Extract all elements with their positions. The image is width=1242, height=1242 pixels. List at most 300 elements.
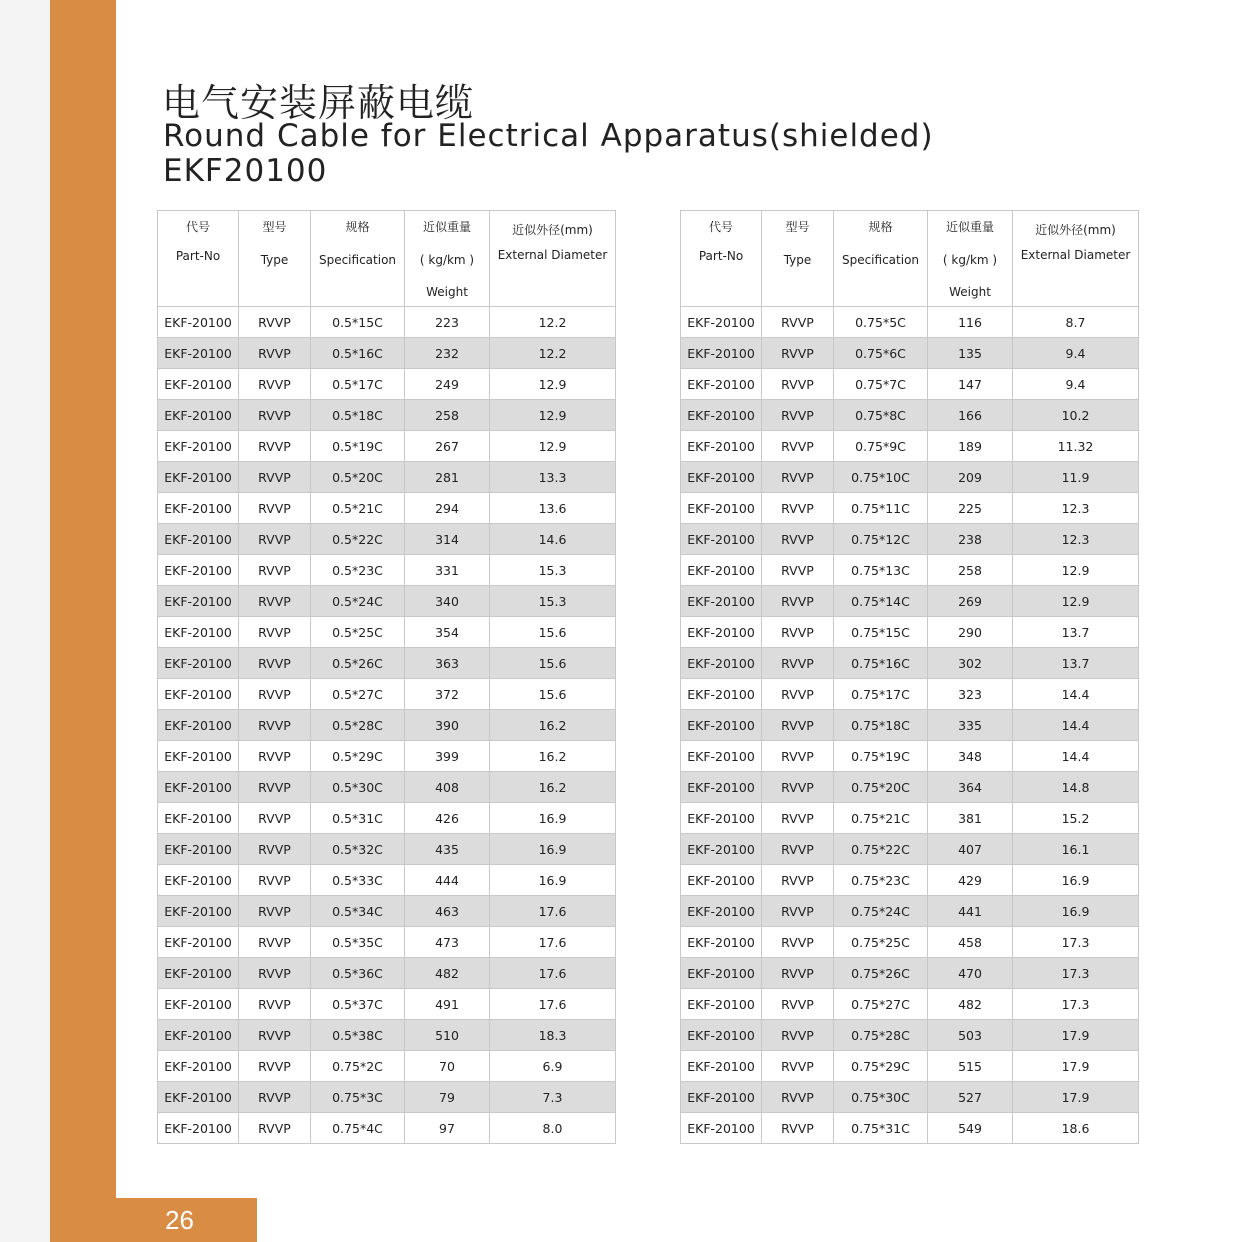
table-row (158, 1082, 616, 1113)
cell-type: RVVP (239, 648, 311, 679)
cell-specification: 0.75*26C (834, 958, 928, 989)
cell-specification: 0.5*23C (311, 555, 405, 586)
cell-weight: 258 (405, 400, 490, 431)
cell-diameter: 13.7 (1013, 617, 1139, 648)
cell-part-no: EKF-20100 (158, 865, 239, 896)
cell-weight: 269 (928, 586, 1013, 617)
cell-specification: 0.75*25C (834, 927, 928, 958)
cell-type: RVVP (762, 989, 834, 1020)
cell-weight: 223 (405, 307, 490, 338)
table-row (681, 834, 1139, 865)
table-row (681, 1082, 1139, 1113)
cell-part-no: EKF-20100 (681, 834, 762, 865)
cell-type: RVVP (239, 1020, 311, 1051)
cell-type: RVVP (762, 927, 834, 958)
cell-diameter: 9.4 (1013, 369, 1139, 400)
header-diameter: 近似外径(mm) External Diameter (1013, 211, 1139, 307)
cell-specification: 0.75*16C (834, 648, 928, 679)
cell-specification: 0.5*25C (311, 617, 405, 648)
cell-weight: 70 (405, 1051, 490, 1082)
header-specification: 规格 Specification (834, 211, 928, 307)
cell-diameter: 9.4 (1013, 338, 1139, 369)
cell-diameter: 12.9 (490, 400, 616, 431)
cell-diameter: 17.9 (1013, 1051, 1139, 1082)
page-number: 26 (50, 1198, 257, 1242)
cell-specification: 0.75*23C (834, 865, 928, 896)
table-row (681, 617, 1139, 648)
cell-weight: 491 (405, 989, 490, 1020)
cell-specification: 0.75*9C (834, 431, 928, 462)
cell-specification: 0.5*32C (311, 834, 405, 865)
cell-weight: 444 (405, 865, 490, 896)
cell-specification: 0.75*28C (834, 1020, 928, 1051)
cell-part-no: EKF-20100 (158, 369, 239, 400)
cell-part-no: EKF-20100 (158, 338, 239, 369)
cell-diameter: 17.6 (490, 927, 616, 958)
cell-type: RVVP (762, 834, 834, 865)
cell-specification: 0.75*22C (834, 834, 928, 865)
cell-type: RVVP (239, 400, 311, 431)
cell-part-no: EKF-20100 (158, 1020, 239, 1051)
cell-weight: 473 (405, 927, 490, 958)
cell-weight: 281 (405, 462, 490, 493)
cell-diameter: 14.4 (1013, 741, 1139, 772)
cell-weight: 166 (928, 400, 1013, 431)
cell-specification: 0.5*35C (311, 927, 405, 958)
cell-specification: 0.5*36C (311, 958, 405, 989)
cell-specification: 0.5*18C (311, 400, 405, 431)
cell-diameter: 11.9 (1013, 462, 1139, 493)
cell-part-no: EKF-20100 (681, 431, 762, 462)
title-chinese: 电气安装屏蔽电缆 (162, 81, 475, 125)
table-body-right (681, 307, 1139, 1144)
table-row (681, 958, 1139, 989)
cell-diameter: 16.9 (1013, 865, 1139, 896)
cell-specification: 0.5*37C (311, 989, 405, 1020)
cell-diameter: 15.6 (490, 617, 616, 648)
cell-diameter: 14.6 (490, 524, 616, 555)
cell-part-no: EKF-20100 (681, 1051, 762, 1082)
cell-weight: 232 (405, 338, 490, 369)
table-row (681, 431, 1139, 462)
table-row (681, 555, 1139, 586)
cell-type: RVVP (762, 710, 834, 741)
table-row (681, 524, 1139, 555)
cell-specification: 0.75*19C (834, 741, 928, 772)
cell-part-no: EKF-20100 (158, 648, 239, 679)
cell-type: RVVP (239, 524, 311, 555)
cell-type: RVVP (762, 741, 834, 772)
cell-part-no: EKF-20100 (158, 617, 239, 648)
cell-diameter: 13.3 (490, 462, 616, 493)
table-row (681, 648, 1139, 679)
cell-diameter: 16.2 (490, 741, 616, 772)
cell-specification: 0.5*33C (311, 865, 405, 896)
cell-specification: 0.75*29C (834, 1051, 928, 1082)
table-row (158, 462, 616, 493)
cell-part-no: EKF-20100 (158, 1051, 239, 1082)
cell-weight: 482 (928, 989, 1013, 1020)
cell-part-no: EKF-20100 (158, 710, 239, 741)
cell-part-no: EKF-20100 (681, 927, 762, 958)
cell-weight: 258 (928, 555, 1013, 586)
table-row (158, 493, 616, 524)
cell-specification: 0.75*18C (834, 710, 928, 741)
cell-part-no: EKF-20100 (681, 369, 762, 400)
cell-type: RVVP (762, 648, 834, 679)
table-row (158, 679, 616, 710)
cell-diameter: 18.6 (1013, 1113, 1139, 1144)
cell-part-no: EKF-20100 (158, 400, 239, 431)
table-row (681, 493, 1139, 524)
cell-weight: 390 (405, 710, 490, 741)
cell-weight: 549 (928, 1113, 1013, 1144)
table-row (681, 1020, 1139, 1051)
cell-diameter: 12.3 (1013, 493, 1139, 524)
cell-type: RVVP (762, 896, 834, 927)
cell-weight: 429 (928, 865, 1013, 896)
cell-diameter: 12.9 (490, 369, 616, 400)
header-specification: 规格 Specification (311, 211, 405, 307)
cell-part-no: EKF-20100 (681, 648, 762, 679)
cell-type: RVVP (762, 803, 834, 834)
table-row (681, 462, 1139, 493)
cell-weight: 482 (405, 958, 490, 989)
cell-diameter: 10.2 (1013, 400, 1139, 431)
cell-diameter: 15.6 (490, 679, 616, 710)
table-row (158, 896, 616, 927)
cell-weight: 302 (928, 648, 1013, 679)
cell-weight: 426 (405, 803, 490, 834)
table-row (681, 927, 1139, 958)
cell-specification: 0.5*17C (311, 369, 405, 400)
cell-specification: 0.5*19C (311, 431, 405, 462)
cell-specification: 0.75*30C (834, 1082, 928, 1113)
cell-part-no: EKF-20100 (158, 679, 239, 710)
cell-diameter: 16.9 (490, 803, 616, 834)
table-row (681, 741, 1139, 772)
cell-type: RVVP (239, 741, 311, 772)
cell-part-no: EKF-20100 (158, 1082, 239, 1113)
cell-diameter: 12.2 (490, 307, 616, 338)
cell-part-no: EKF-20100 (681, 1082, 762, 1113)
cell-diameter: 16.9 (490, 865, 616, 896)
table-row (158, 1051, 616, 1082)
cell-weight: 441 (928, 896, 1013, 927)
cell-type: RVVP (762, 1020, 834, 1051)
table-row (158, 927, 616, 958)
cell-type: RVVP (239, 772, 311, 803)
cell-weight: 249 (405, 369, 490, 400)
cell-type: RVVP (762, 493, 834, 524)
table-row (158, 803, 616, 834)
table-row (158, 338, 616, 369)
table-row (681, 710, 1139, 741)
table-header-row (681, 211, 1139, 307)
cell-type: RVVP (239, 617, 311, 648)
cell-specification: 0.75*20C (834, 772, 928, 803)
cell-type: RVVP (239, 369, 311, 400)
cell-diameter: 7.3 (490, 1082, 616, 1113)
cell-part-no: EKF-20100 (681, 1020, 762, 1051)
cell-diameter: 6.9 (490, 1051, 616, 1082)
cell-weight: 527 (928, 1082, 1013, 1113)
cell-specification: 0.5*26C (311, 648, 405, 679)
header-type: 型号 Type (762, 211, 834, 307)
cell-weight: 364 (928, 772, 1013, 803)
cell-weight: 225 (928, 493, 1013, 524)
cell-type: RVVP (762, 1051, 834, 1082)
cell-weight: 435 (405, 834, 490, 865)
cell-type: RVVP (239, 1051, 311, 1082)
cell-specification: 0.75*11C (834, 493, 928, 524)
cell-part-no: EKF-20100 (158, 307, 239, 338)
cell-part-no: EKF-20100 (681, 1113, 762, 1144)
cell-part-no: EKF-20100 (681, 586, 762, 617)
cell-diameter: 13.7 (1013, 648, 1139, 679)
cell-type: RVVP (762, 369, 834, 400)
cell-specification: 0.75*14C (834, 586, 928, 617)
table-row (158, 307, 616, 338)
cell-specification: 0.5*24C (311, 586, 405, 617)
cell-part-no: EKF-20100 (681, 679, 762, 710)
table-row (681, 307, 1139, 338)
cell-part-no: EKF-20100 (158, 958, 239, 989)
cell-part-no: EKF-20100 (681, 989, 762, 1020)
table-row (681, 400, 1139, 431)
header-weight: 近似重量 ( kg/km ) Weight (928, 211, 1013, 307)
table-row (158, 1020, 616, 1051)
cell-part-no: EKF-20100 (681, 865, 762, 896)
cell-diameter: 16.9 (1013, 896, 1139, 927)
cell-part-no: EKF-20100 (681, 896, 762, 927)
cell-diameter: 16.2 (490, 710, 616, 741)
cell-specification: 0.75*31C (834, 1113, 928, 1144)
cell-type: RVVP (239, 1082, 311, 1113)
cell-specification: 0.5*28C (311, 710, 405, 741)
cell-specification: 0.75*21C (834, 803, 928, 834)
table-row (681, 803, 1139, 834)
cell-type: RVVP (239, 865, 311, 896)
cell-part-no: EKF-20100 (681, 772, 762, 803)
cell-weight: 314 (405, 524, 490, 555)
cell-weight: 323 (928, 679, 1013, 710)
cell-type: RVVP (239, 896, 311, 927)
cell-part-no: EKF-20100 (158, 834, 239, 865)
table-row (681, 865, 1139, 896)
cell-diameter: 15.3 (490, 555, 616, 586)
table-row (158, 834, 616, 865)
cell-type: RVVP (239, 1113, 311, 1144)
cell-specification: 0.75*13C (834, 555, 928, 586)
cell-part-no: EKF-20100 (681, 462, 762, 493)
cell-diameter: 12.9 (490, 431, 616, 462)
table-row (158, 772, 616, 803)
table-row (681, 989, 1139, 1020)
cell-specification: 0.5*15C (311, 307, 405, 338)
cell-specification: 0.75*27C (834, 989, 928, 1020)
table-row (158, 400, 616, 431)
cell-specification: 0.5*30C (311, 772, 405, 803)
cell-weight: 209 (928, 462, 1013, 493)
cell-part-no: EKF-20100 (681, 741, 762, 772)
header-type: 型号 Type (239, 211, 311, 307)
cell-type: RVVP (239, 834, 311, 865)
cell-type: RVVP (762, 524, 834, 555)
cell-weight: 407 (928, 834, 1013, 865)
cell-type: RVVP (762, 772, 834, 803)
cell-specification: 0.5*22C (311, 524, 405, 555)
cell-type: RVVP (762, 586, 834, 617)
table-row (681, 338, 1139, 369)
cell-specification: 0.5*27C (311, 679, 405, 710)
cell-diameter: 13.6 (490, 493, 616, 524)
cell-specification: 0.5*16C (311, 338, 405, 369)
cell-diameter: 14.4 (1013, 679, 1139, 710)
cell-specification: 0.5*21C (311, 493, 405, 524)
cell-diameter: 15.3 (490, 586, 616, 617)
cell-type: RVVP (239, 338, 311, 369)
cell-diameter: 8.7 (1013, 307, 1139, 338)
title-english: Round Cable for Electrical Apparatus(shielded) (163, 118, 934, 154)
cell-type: RVVP (239, 586, 311, 617)
cell-type: RVVP (762, 462, 834, 493)
cell-diameter: 17.6 (490, 989, 616, 1020)
cell-part-no: EKF-20100 (681, 338, 762, 369)
table-row (681, 1113, 1139, 1144)
spec-table-right (680, 210, 1139, 1144)
cell-type: RVVP (239, 958, 311, 989)
cell-specification: 0.75*24C (834, 896, 928, 927)
cell-part-no: EKF-20100 (681, 400, 762, 431)
cell-specification: 0.75*7C (834, 369, 928, 400)
table-row (681, 896, 1139, 927)
cell-part-no: EKF-20100 (158, 493, 239, 524)
cell-diameter: 12.9 (1013, 586, 1139, 617)
cell-specification: 0.5*20C (311, 462, 405, 493)
cell-type: RVVP (239, 493, 311, 524)
model-code: EKF20100 (163, 153, 328, 189)
cell-specification: 0.5*31C (311, 803, 405, 834)
cell-part-no: EKF-20100 (158, 896, 239, 927)
cell-specification: 0.75*3C (311, 1082, 405, 1113)
cell-type: RVVP (239, 679, 311, 710)
table-header-row (158, 211, 616, 307)
cell-part-no: EKF-20100 (158, 803, 239, 834)
cell-weight: 354 (405, 617, 490, 648)
cell-part-no: EKF-20100 (681, 493, 762, 524)
table-row (158, 648, 616, 679)
cell-weight: 463 (405, 896, 490, 927)
cell-diameter: 15.2 (1013, 803, 1139, 834)
table-row (158, 555, 616, 586)
cell-type: RVVP (762, 400, 834, 431)
cell-weight: 340 (405, 586, 490, 617)
cell-part-no: EKF-20100 (158, 927, 239, 958)
cell-part-no: EKF-20100 (158, 772, 239, 803)
cell-weight: 363 (405, 648, 490, 679)
cell-part-no: EKF-20100 (681, 524, 762, 555)
cell-type: RVVP (239, 989, 311, 1020)
table-row (158, 710, 616, 741)
cell-weight: 335 (928, 710, 1013, 741)
cell-specification: 0.75*17C (834, 679, 928, 710)
cell-type: RVVP (762, 338, 834, 369)
cell-type: RVVP (762, 307, 834, 338)
cell-type: RVVP (762, 617, 834, 648)
cell-diameter: 18.3 (490, 1020, 616, 1051)
table-row (158, 865, 616, 896)
cell-weight: 290 (928, 617, 1013, 648)
cell-part-no: EKF-20100 (158, 989, 239, 1020)
cell-specification: 0.5*34C (311, 896, 405, 927)
table-row (158, 741, 616, 772)
cell-weight: 503 (928, 1020, 1013, 1051)
cell-specification: 0.75*8C (834, 400, 928, 431)
cell-specification: 0.5*38C (311, 1020, 405, 1051)
cell-weight: 372 (405, 679, 490, 710)
table-row (158, 369, 616, 400)
accent-sidebar (50, 0, 116, 1200)
table-row (158, 1113, 616, 1144)
table-row (158, 958, 616, 989)
cell-part-no: EKF-20100 (158, 741, 239, 772)
cell-specification: 0.5*29C (311, 741, 405, 772)
table-row (681, 369, 1139, 400)
cell-weight: 79 (405, 1082, 490, 1113)
cell-weight: 381 (928, 803, 1013, 834)
cell-part-no: EKF-20100 (158, 462, 239, 493)
cell-type: RVVP (239, 462, 311, 493)
header-part-no: 代号 Part-No (681, 211, 762, 307)
cell-weight: 189 (928, 431, 1013, 462)
cell-part-no: EKF-20100 (158, 586, 239, 617)
cell-diameter: 17.9 (1013, 1082, 1139, 1113)
cell-weight: 348 (928, 741, 1013, 772)
cell-type: RVVP (239, 555, 311, 586)
cell-part-no: EKF-20100 (158, 555, 239, 586)
header-weight: 近似重量 ( kg/km ) Weight (405, 211, 490, 307)
cell-diameter: 14.8 (1013, 772, 1139, 803)
header-diameter: 近似外径(mm) External Diameter (490, 211, 616, 307)
cell-diameter: 12.3 (1013, 524, 1139, 555)
cell-part-no: EKF-20100 (681, 710, 762, 741)
cell-weight: 510 (405, 1020, 490, 1051)
cell-weight: 135 (928, 338, 1013, 369)
cell-weight: 267 (405, 431, 490, 462)
cell-type: RVVP (762, 679, 834, 710)
cell-specification: 0.75*5C (834, 307, 928, 338)
table-row (158, 431, 616, 462)
table-row (158, 617, 616, 648)
cell-specification: 0.75*6C (834, 338, 928, 369)
cell-type: RVVP (239, 431, 311, 462)
spec-table-left (157, 210, 616, 1144)
cell-type: RVVP (762, 431, 834, 462)
cell-weight: 147 (928, 369, 1013, 400)
cell-part-no: EKF-20100 (681, 307, 762, 338)
cell-type: RVVP (762, 1113, 834, 1144)
cell-diameter: 17.6 (490, 896, 616, 927)
table-row (681, 679, 1139, 710)
cell-weight: 470 (928, 958, 1013, 989)
cell-type: RVVP (239, 307, 311, 338)
cell-weight: 331 (405, 555, 490, 586)
cell-diameter: 17.6 (490, 958, 616, 989)
table-body-left (158, 307, 616, 1144)
cell-type: RVVP (762, 958, 834, 989)
table-row (158, 989, 616, 1020)
